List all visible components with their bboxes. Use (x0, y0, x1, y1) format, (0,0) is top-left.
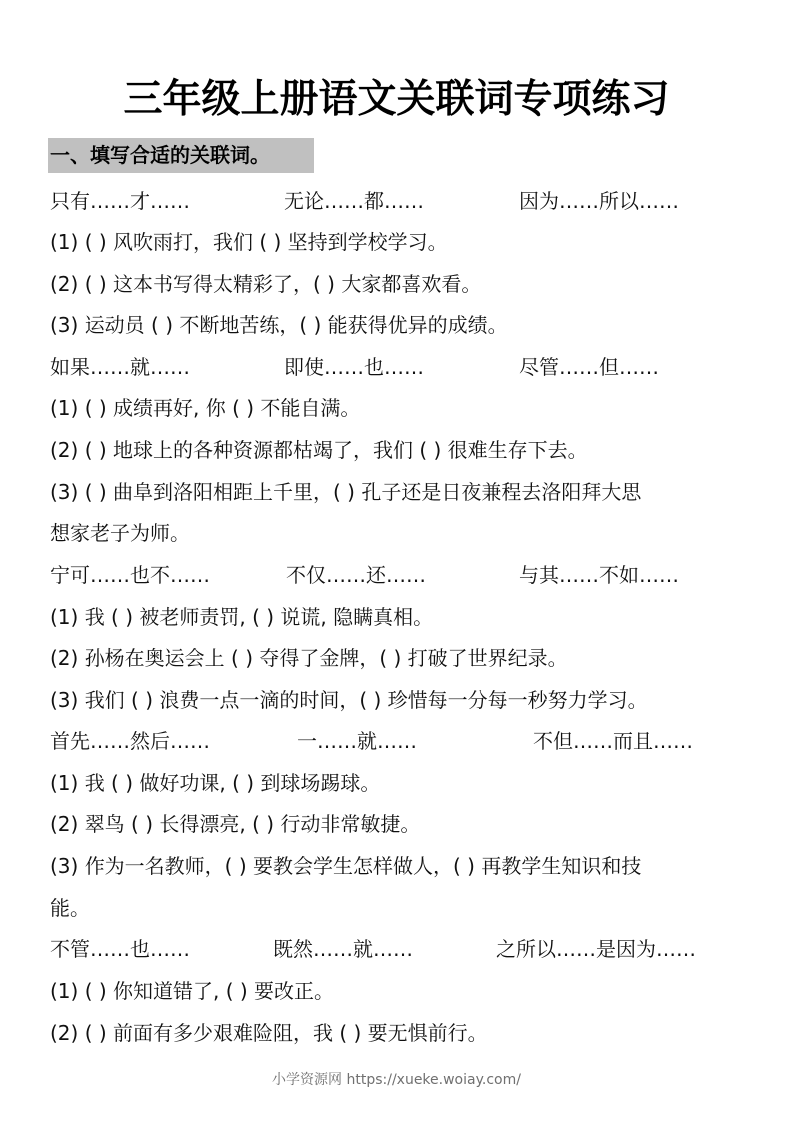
word-pair: 只有……才…… (50, 189, 190, 213)
word-pair: 尽管……但…… (519, 355, 659, 379)
word-pair: 如果……就…… (50, 355, 190, 379)
word-pair: 宁可……也不…… (50, 563, 210, 587)
exercise-sentence: (1) ( ) 风吹雨打，我们 ( ) 坚持到学校学习。 (50, 230, 448, 254)
word-pair-row (50, 720, 760, 762)
exercise-sentence: (1) 我 ( ) 做好功课, ( ) 到球场踢球。 (50, 771, 381, 795)
exercise-sentence: (2) ( ) 前面有多少艰难险阻，我 ( ) 要无惧前行。 (50, 1021, 488, 1045)
word-pair: 不但……而且…… (533, 729, 693, 753)
word-pair: 不管……也…… (50, 937, 190, 961)
word-pair: 即使……也…… (284, 355, 424, 379)
exercise-sentence: (3) ( ) 曲阜到洛阳相距上千里，( ) 孔子还是日夜兼程去洛阳拜大思 (50, 480, 642, 504)
exercise-sentence: (3) 我们 ( ) 浪费一点一滴的时间，( ) 珍惜每一分每一秒努力学习。 (50, 688, 648, 712)
word-pair-row (50, 928, 760, 970)
word-pair: 一……就…… (297, 729, 417, 753)
footer-source-link[interactable]: 小学资源网 https://xueke.woiay.com/ (272, 1072, 521, 1088)
word-pair-row (50, 346, 760, 388)
word-pair: 之所以……是因为…… (496, 937, 696, 961)
exercise-sentence: (1) ( ) 成绩再好, 你 ( ) 不能自满。 (50, 396, 361, 420)
word-pair: 不仅……还…… (286, 563, 426, 587)
exercise-sentence-continuation: 能。 (50, 896, 90, 920)
section-header-text: 一、填写合适的关联词。 (50, 143, 270, 167)
exercise-sentence-continuation: 想家老子为师。 (50, 521, 190, 545)
section-header (48, 138, 314, 173)
exercise-sentence: (2) 翠鸟 ( ) 长得漂亮, ( ) 行动非常敏捷。 (50, 812, 421, 836)
exercise-sentence: (1) ( ) 你知道错了, ( ) 要改正。 (50, 979, 335, 1003)
page-title: 三年级上册语文关联词专项练习 (123, 77, 670, 122)
exercise-sentence: (3) 作为一名教师，( ) 要教会学生怎样做人，( ) 再教学生知识和技 (50, 854, 642, 878)
exercise-sentence: (1) 我 ( ) 被老师责罚, ( ) 说谎, 隐瞒真相。 (50, 605, 434, 629)
word-pair: 既然……就…… (273, 937, 413, 961)
exercise-sentence: (2) 孙杨在奥运会上 ( ) 夺得了金牌，( ) 打破了世界纪录。 (50, 646, 568, 670)
word-pair-row (50, 180, 760, 222)
exercise-sentence: (3) 运动员 ( ) 不断地苦练，( ) 能获得优异的成绩。 (50, 313, 508, 337)
word-pair: 无论……都…… (284, 189, 424, 213)
exercise-sentence: (2) ( ) 地球上的各种资源都枯竭了，我们 ( ) 很难生存下去。 (50, 438, 588, 462)
word-pair: 与其……不如…… (519, 563, 679, 587)
word-pair-row (50, 554, 760, 596)
exercise-sentence: (2) ( ) 这本书写得太精彩了，( ) 大家都喜欢看。 (50, 272, 482, 296)
word-pair: 首先……然后…… (50, 729, 210, 753)
word-pair: 因为……所以…… (519, 189, 679, 213)
